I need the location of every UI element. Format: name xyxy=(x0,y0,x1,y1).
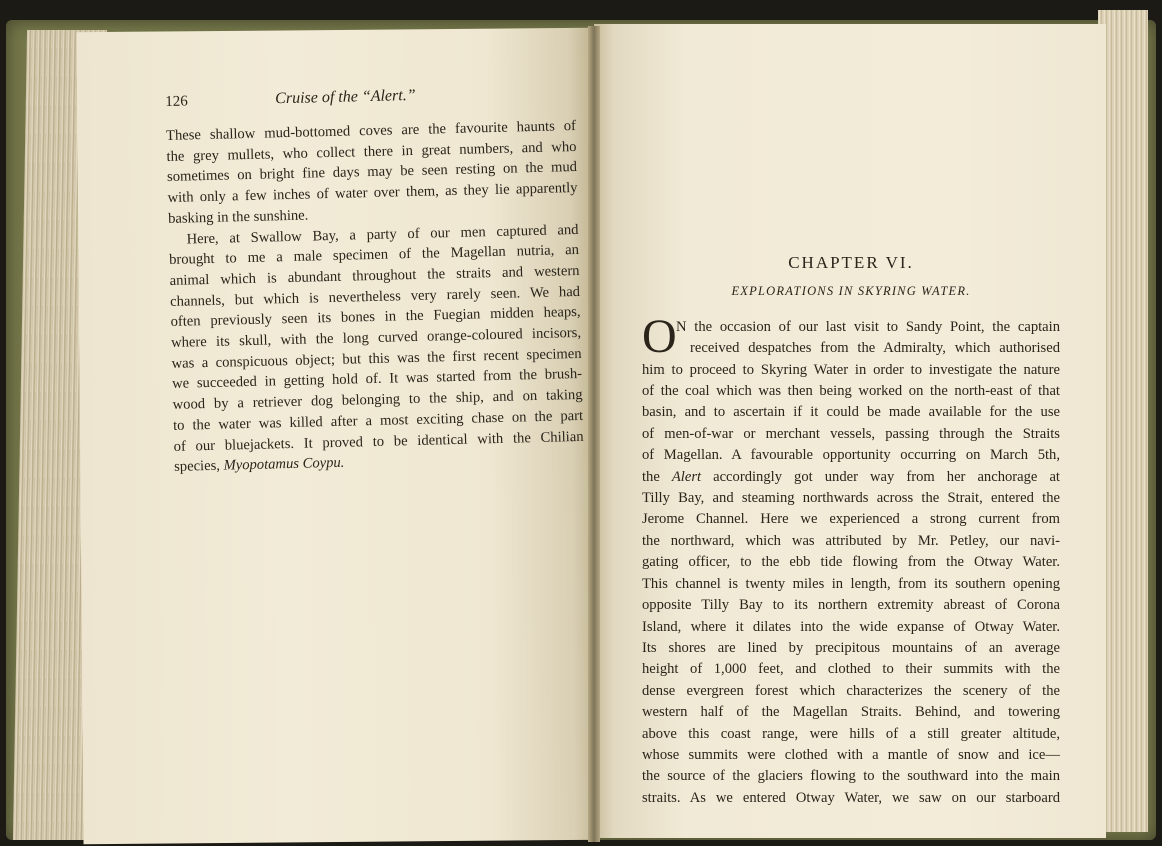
text-line: N the occasion of our last visit to Sandy Point, the captain xyxy=(676,318,1060,335)
text-line: often previously seen its bones in the Fuegian midden heaps, xyxy=(170,304,581,331)
drop-cap: O xyxy=(642,309,677,363)
text-line: wood by a retriever dog belonging to the ship, and on taking xyxy=(172,387,583,414)
text-line: basking in the sunshine. xyxy=(167,207,309,227)
text-line: Island, where it dilates into the wide expanse of Otway Water. xyxy=(642,618,1060,635)
text-line: the northward, which was attributed by Mr. Petley, our navi- xyxy=(642,532,1060,549)
text-line: the source of the glaciers flowing to the southward into the main xyxy=(642,768,1060,785)
text-line: basin, and to ascertain if it could be made available for the use xyxy=(642,404,1060,421)
text-line: This channel is twenty miles in length, from its southern opening xyxy=(642,575,1060,592)
text-line: the grey mullets, who collect there in great numbers, and who xyxy=(166,138,577,165)
ship-name: Alert xyxy=(671,468,702,485)
text-line: sometimes on bright fine days may be seen resting on the mud xyxy=(166,159,578,186)
text-line: of Magellan. A favourable opportunity occurring on March 5th, xyxy=(642,447,1060,464)
text-line: gating officer, to the ebb tide flowing from the Otway Water. xyxy=(642,554,1060,571)
text-line: channels, but which is nevertheless very rarely seen. We had xyxy=(169,283,581,310)
text-line: western half of the Magellan Straits. Behind, and towering xyxy=(642,704,1060,721)
species-name: Myopotamus Coypu. xyxy=(223,454,345,474)
text-line: straits. As we entered Otway Water, we saw on our starboard xyxy=(642,789,1060,806)
text-line: opposite Tilly Bay to its northern extremity abreast of Corona xyxy=(642,597,1060,614)
text-line: was a conspicuous object; but this was the first recent specimen xyxy=(171,345,582,372)
text-line: we succeeded in getting hold of. It was started from the brush- xyxy=(171,366,583,393)
text-line: with only a few inches of water over them, as they lie apparently xyxy=(167,180,578,207)
ship-suffix: accordingly got under way from her anchorage at xyxy=(701,468,1060,485)
text-line: of men-of-war or merchant vessels, passing through the Straits xyxy=(642,425,1060,442)
page-number: 126 xyxy=(165,93,188,110)
text-line: Here, at Swallow Bay, a party of our men captured and xyxy=(186,221,579,248)
right-page-text xyxy=(642,252,1060,809)
text-line: above this coast range, were hills of a still greater altitude, xyxy=(642,725,1060,742)
paragraph-nutria xyxy=(168,219,584,477)
book-gutter xyxy=(588,26,600,842)
text-line: Its shores are lined by precipitous mountains of an average xyxy=(642,639,1060,656)
text-line: him to proceed to Skyring Water in order to investigate the nature xyxy=(642,361,1060,378)
opening-paragraph xyxy=(642,309,1060,809)
chapter-subtitle: EXPLORATIONS IN SKYRING WATER. xyxy=(731,284,971,299)
drop-cap-lines xyxy=(642,309,1060,363)
text-line: Jerome Channel. Here we experienced a strong current from xyxy=(642,511,1060,528)
text-line: dense evergreen forest which characterizes the scenery of the xyxy=(642,682,1060,699)
paragraph-coves xyxy=(166,116,578,230)
species-prefix: species, xyxy=(173,457,224,476)
text-line: of the coal which was then being worked on the north-east of that xyxy=(642,383,1060,400)
text-line: where its skull, with the long curved orange-coloured incisors, xyxy=(170,324,582,351)
text-line: to the water was killed after a most exciting chase on the part xyxy=(172,407,584,434)
text-line: These shallow mud-bottomed coves are the favourite haunts of xyxy=(165,117,577,144)
ship-prefix: the xyxy=(642,468,672,485)
text-line: Tilly Bay, and steaming northwards across the Strait, entered the xyxy=(642,490,1060,507)
text-line: height of 1,000 feet, and clothed to their summits with the xyxy=(642,661,1060,678)
running-title: Cruise of the “Alert.” xyxy=(274,86,416,108)
text-line: brought to me a male specimen of the Magellan nutria, an xyxy=(168,242,580,269)
text-line-ship xyxy=(642,467,1060,488)
text-line: whose summits were clothed with a mantle of snow and ice— xyxy=(642,746,1060,763)
left-page-text xyxy=(165,82,584,478)
text-line: received despatches from the Admiralty, which authorised xyxy=(690,340,1060,357)
text-line: animal which is abundant throughout the straits and western xyxy=(169,262,580,289)
chapter-title: CHAPTER VI. xyxy=(788,253,914,272)
text-line: of our bluejackets. It proved to be identical with the Chilian xyxy=(173,428,584,455)
